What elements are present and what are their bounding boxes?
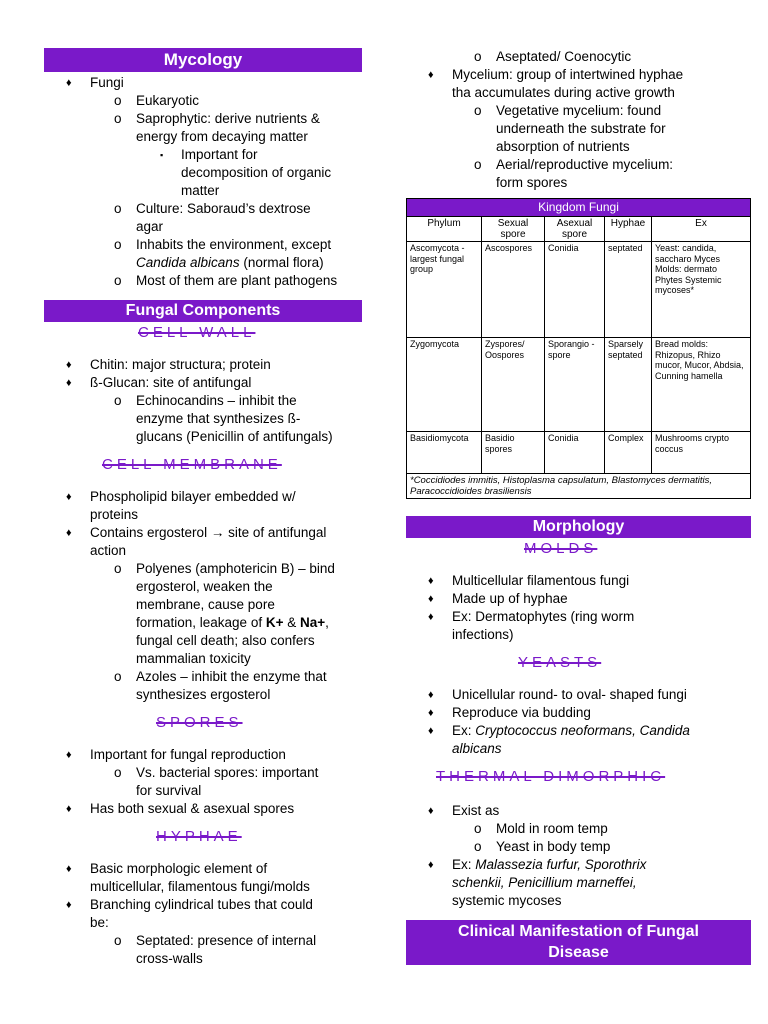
- col-header: Ex: [652, 217, 751, 242]
- echino-cont: enzyme that synthesizes ß-: [136, 411, 301, 426]
- table-cell: septated: [605, 242, 652, 338]
- saprophytic-cont: energy from decaying matter: [136, 129, 308, 144]
- table-cell: Mushrooms crypto coccus: [652, 432, 751, 474]
- fungal-components-title: Fungal Components: [44, 300, 362, 322]
- morphology-title: Morphology: [406, 516, 751, 538]
- mycelium-cont: tha accumulates during active growth: [452, 85, 675, 100]
- hyphae-heading: HYPHAE: [156, 828, 242, 845]
- important-cont: decomposition of organic: [181, 165, 332, 180]
- poly-cont3: formation, leakage of K+ & Na+,: [136, 615, 329, 630]
- echino-cont2: glucans (Penicillin of antifungals): [136, 429, 333, 444]
- poly-cont4: fungal cell death; also confers: [136, 633, 315, 648]
- cell-wall-heading: CELL WALL: [138, 324, 256, 341]
- phospho-cont: proteins: [90, 507, 139, 522]
- molds-heading: MOLDS: [524, 540, 598, 557]
- azoles-cont: synthesizes ergosterol: [136, 687, 271, 702]
- col-header: Asexual spore: [545, 217, 605, 242]
- hyph-2-cont: be:: [90, 915, 109, 930]
- table-cell: Ascospores: [482, 242, 545, 338]
- veg-cont2: absorption of nutrients: [496, 139, 630, 154]
- clinical-title: Clinical Manifestation of Fungal Disease: [406, 920, 751, 965]
- kingdom-fungi-table: [406, 198, 751, 499]
- cell-membrane-heading: CELL MEMBRANE: [102, 456, 282, 473]
- table-cell: Complex: [605, 432, 652, 474]
- table-cell: Yeast: candida, saccharo Myces Molds: dermato Phytes Systemic mycoses*: [652, 242, 751, 338]
- yeasts-heading: YEASTS: [518, 654, 602, 671]
- hyph-1-cont: multicellular, filamentous fungi/molds: [90, 879, 310, 894]
- table-cell: Basidiomycota: [407, 432, 482, 474]
- thermal-dimorphic-heading: THERMAL DIMORPHIC: [436, 768, 666, 785]
- important-cont2: matter: [181, 183, 220, 198]
- spores-heading: SPORES: [156, 714, 243, 731]
- inhabits-cont: Candida albicans (normal flora): [136, 255, 324, 270]
- culture-cont: agar: [136, 219, 164, 234]
- septated-cont: cross-walls: [136, 951, 203, 966]
- table-row: [407, 432, 751, 474]
- poly-cont2: membrane, cause pore: [136, 597, 275, 612]
- bullet-icon: ♦: [66, 77, 72, 89]
- col-header: Phylum: [407, 217, 482, 242]
- spore-vs-cont: for survival: [136, 783, 202, 798]
- thermal-ex-cont2: systemic mycoses: [452, 893, 562, 908]
- thermal-ex-cont: schenkii, Penicillium marneffei,: [452, 875, 637, 890]
- col-header: Sexual spore: [482, 217, 545, 242]
- ergo-cont: action: [90, 543, 127, 558]
- mold-3-cont: infections): [452, 627, 514, 642]
- table-title: Kingdom Fungi: [407, 199, 751, 217]
- table-row: [407, 338, 751, 432]
- table-cell: Conidia: [545, 432, 605, 474]
- table-cell: Basidio spores: [482, 432, 545, 474]
- table-cell: Sporangio -spore: [545, 338, 605, 432]
- table-footnote: *Coccidiodes immitis, Histoplasma capsulatum, Blastomyces dermatitis, Paracoccidioides brasiliensis: [407, 474, 751, 499]
- table-cell: Conidia: [545, 242, 605, 338]
- poly-cont: ergosterol, weaken the: [136, 579, 273, 594]
- table-cell: Bread molds: Rhizopus, Rhizo mucor, Mucor, Abdsia, Cunning hamella: [652, 338, 751, 432]
- poly-cont5: mammalian toxicity: [136, 651, 251, 666]
- veg-cont: underneath the substrate for: [496, 121, 666, 136]
- table-cell: Zyspores/ Oospores: [482, 338, 545, 432]
- table-cell: Ascomycota -largest fungal group: [407, 242, 482, 338]
- table-header-row: [407, 217, 751, 242]
- aerial-cont: form spores: [496, 175, 568, 190]
- col-header: Hyphae: [605, 217, 652, 242]
- mycology-title: Mycology: [44, 48, 362, 72]
- table-cell: Sparsely septated: [605, 338, 652, 432]
- table-row: [407, 242, 751, 338]
- table-cell: Zygomycota: [407, 338, 482, 432]
- yeast-3-cont: albicans: [452, 741, 502, 756]
